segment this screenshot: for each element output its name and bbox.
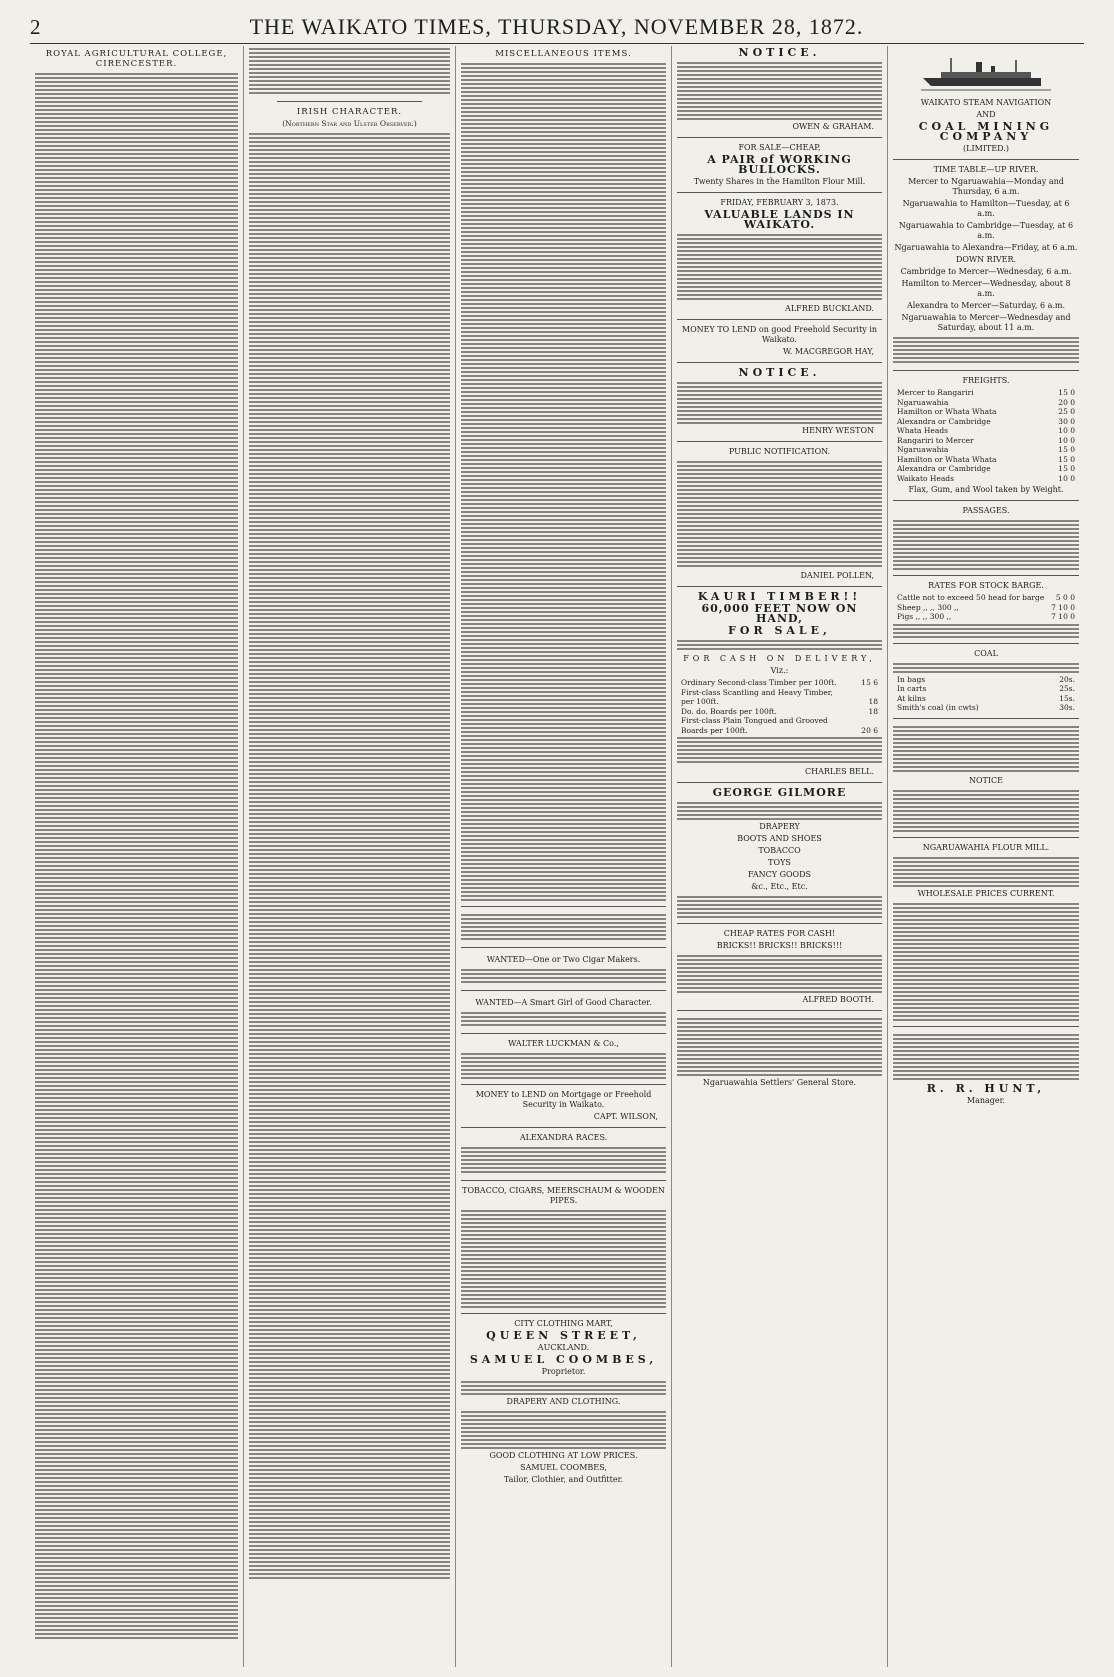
coal-row-label: In carts	[897, 684, 927, 693]
ad-hay: W. MACGREGOR HAY,	[783, 347, 874, 356]
stock-row-value: 7 10 0	[1051, 612, 1075, 621]
company-name: COAL MINING COMPANY	[918, 120, 1054, 143]
article-heading: ROYAL AGRICULTURAL COLLEGE, CIRENCESTER.	[45, 49, 228, 69]
ad-proprietor: Proprietor.	[541, 1367, 586, 1376]
rule	[893, 1026, 1079, 1027]
rule	[677, 923, 882, 924]
freight-row-label: Hamilton or Whata Whata	[897, 407, 997, 416]
timber-row-label: First-class Plain Tongued and Grooved	[681, 716, 828, 725]
rule	[677, 441, 882, 442]
goods-item: DRAPERY	[759, 822, 800, 831]
ad-notice: NOTICE.	[738, 46, 821, 59]
timber-row-value: 18	[868, 706, 878, 716]
rule	[461, 1084, 666, 1085]
ad-for-sale: FOR SALE,	[728, 624, 831, 637]
article-text	[35, 71, 238, 1641]
goods-item: FANCY GOODS	[748, 870, 811, 879]
company-and: AND	[976, 110, 996, 119]
rule	[461, 947, 666, 948]
rule	[461, 1180, 666, 1181]
column-1	[30, 46, 244, 1667]
column-2	[244, 46, 456, 1667]
ad-queen-street: QUEEN STREET,	[486, 1329, 641, 1342]
timetable-entry: Ngaruawahia to Hamilton—Tuesday, at 6 a.m.	[902, 199, 1070, 218]
wholesale-heading: WHOLESALE PRICES CURRENT.	[917, 888, 1055, 898]
stock-rates-heading: RATES FOR STOCK BARGE.	[928, 581, 1044, 590]
goods-item: &c., Etc., Etc.	[751, 882, 808, 891]
ad-bricks: BRICKS!! BRICKS!! BRICKS!!!	[716, 941, 843, 950]
rule	[677, 1010, 882, 1011]
ad-wanted-girl: WANTED—A Smart Girl of Good Character.	[461, 996, 666, 1028]
coal-row-value: 15s.	[1059, 693, 1075, 703]
ad-friday: FRIDAY, FEBRUARY 3, 1873.	[720, 198, 839, 207]
article-text	[249, 131, 450, 1581]
freight-row	[893, 445, 1079, 455]
steamer-illustration	[893, 54, 1079, 94]
timber-row-label: per 100ft.	[681, 697, 719, 706]
coal-row	[893, 675, 1079, 685]
timber-row-value: 15 6	[861, 678, 878, 687]
ad-cheap-rates: CHEAP RATES FOR CASH!	[723, 929, 836, 938]
coal-row-label: Smith's coal (in cwts)	[897, 703, 979, 712]
ad-notice-2: NOTICE.	[738, 366, 821, 379]
timber-row	[677, 707, 882, 717]
freight-row	[893, 474, 1079, 484]
timber-row	[677, 678, 882, 688]
coal-table	[893, 675, 1079, 713]
rule	[461, 1313, 666, 1314]
rule	[677, 362, 882, 363]
manager-title: Manager.	[966, 1095, 1006, 1105]
stock-row	[893, 612, 1079, 622]
timber-row-label: Ordinary Second-class Timber per 100ft.	[681, 678, 837, 687]
rule	[893, 370, 1079, 371]
masthead-title: THE WAIKATO TIMES, THURSDAY, NOVEMBER 28, 1872.	[249, 14, 864, 39]
rule	[677, 192, 882, 193]
ad-coombes-2: SAMUEL COOMBES,	[520, 1463, 607, 1472]
freight-row-value: 10 0	[1058, 435, 1075, 445]
notice-heading: NOTICE	[968, 775, 1003, 785]
freight-row-value: 15 0	[1058, 445, 1075, 454]
rule	[277, 101, 422, 102]
ad-viz: Viz.:	[770, 666, 789, 675]
goods-list	[677, 822, 882, 892]
timetable-entry: Ngaruawahia to Cambridge—Tuesday, at 6 a.m.	[898, 221, 1074, 240]
goods-item: TOBACCO	[758, 846, 801, 855]
article-source: (Northern Star and Ulster Observer.)	[282, 119, 417, 128]
coal-row	[893, 694, 1079, 704]
ad-races: ALEXANDRA RACES.	[519, 1133, 608, 1142]
freight-row	[893, 388, 1079, 398]
rule	[677, 586, 882, 587]
freight-row-label: Ngaruawahia	[897, 445, 949, 454]
ad-pollen: DANIEL POLLEN,	[800, 571, 874, 580]
goods-item: TOYS	[768, 858, 791, 867]
ad-auckland: AUCKLAND.	[537, 1343, 590, 1352]
stock-row-label: Sheep ,, ,, 300 ,,	[897, 602, 959, 612]
timetable-entry: Mercer to Ngaruawahia—Monday and Thursday, 6 a.m.	[908, 177, 1064, 196]
freight-table	[893, 388, 1079, 483]
ad-bell: CHARLES BELL.	[805, 767, 874, 776]
coal-row-value: 25s.	[1059, 684, 1075, 693]
ad-for-sale-cheap: FOR SALE—CHEAP,	[738, 143, 821, 152]
stock-rates-table	[893, 593, 1079, 622]
freight-row-value: 15 0	[1058, 388, 1075, 397]
timetable-down-heading: DOWN RIVER.	[955, 255, 1017, 264]
freight-row-label: Ngaruawahia	[897, 397, 949, 407]
timber-row	[677, 697, 882, 707]
freight-row-value: 10 0	[1058, 426, 1075, 435]
rule	[893, 718, 1079, 719]
ad-luckman: WALTER LUCKMAN & Co.,	[508, 1039, 619, 1048]
stock-row-label: Cattle not to exceed 50 head for barge	[897, 593, 1045, 602]
ad-weston: HENRY WESTON	[802, 426, 874, 435]
timber-row	[677, 726, 882, 736]
rule	[677, 319, 882, 320]
coal-heading: COAL	[974, 648, 998, 658]
freight-row-label: Alexandra or Cambridge	[897, 464, 991, 473]
ad-wilson-name: CAPT. WILSON,	[593, 1112, 658, 1121]
rule	[461, 1033, 666, 1034]
rule	[461, 906, 666, 907]
rule	[893, 500, 1079, 501]
coal-row-value: 30s.	[1059, 703, 1075, 712]
timetable-up-heading: TIME TABLE—UP RIVER.	[933, 165, 1039, 174]
freight-row-value: 15 0	[1058, 454, 1075, 464]
rule	[893, 643, 1079, 644]
company-limited: (LIMITED.)	[963, 144, 1009, 153]
ad-money-lend: MONEY to LEND on Mortgage or Freehold Security in Waikato.	[475, 1090, 652, 1109]
ad-kauri: KAURI TIMBER!!	[697, 590, 862, 603]
ad-booth: ALFRED BOOTH.	[802, 995, 874, 1004]
ad-general-store: Ngaruawahia Settlers' General Store.	[702, 1078, 857, 1087]
ad-gilmore: GEORGE GILMORE	[712, 786, 847, 799]
coal-row-label: At kilns	[897, 693, 926, 703]
timber-row	[677, 716, 882, 726]
freight-row-label: Waikato Heads	[897, 473, 954, 483]
timetable-entry: Ngaruawahia to Alexandra—Friday, at 6 a.m.	[894, 243, 1078, 252]
ad-owen: OWEN & GRAHAM.	[792, 122, 874, 131]
freight-row	[893, 407, 1079, 417]
timetable-entry: Ngaruawahia to Mercer—Wednesday and Saturday, about 11 a.m.	[901, 313, 1071, 332]
column-4	[672, 46, 888, 1667]
rule	[893, 159, 1079, 160]
ad-coombes: SAMUEL COOMBES,	[469, 1353, 658, 1366]
article-text	[249, 46, 450, 96]
masthead	[30, 10, 1084, 44]
timber-row-label: Boards per 100ft.	[681, 725, 748, 735]
timber-row-label: Do. do. Boards per 100ft.	[681, 706, 777, 716]
stock-row	[893, 603, 1079, 613]
freight-row-value: 20 0	[1058, 397, 1075, 407]
freight-row-label: Whata Heads	[897, 426, 948, 435]
timetable-entry: Alexandra to Mercer—Saturday, 6 a.m.	[906, 301, 1066, 310]
freight-row-label: Hamilton or Whata Whata	[897, 454, 997, 464]
coal-row	[893, 684, 1079, 694]
timetable-up	[893, 177, 1079, 253]
ad-text	[461, 912, 666, 942]
timber-price-list	[677, 678, 882, 735]
ad-cash-delivery: FOR CASH ON DELIVERY,	[683, 654, 876, 663]
ad-money-hay: MONEY TO LEND on good Freehold Security in Waikato.	[681, 325, 878, 344]
ad-tailor: Tailor, Clothier, and Outfitter.	[503, 1475, 624, 1484]
stock-row	[893, 593, 1079, 603]
timetable-down	[893, 267, 1079, 333]
rule	[677, 137, 882, 138]
freight-row	[893, 455, 1079, 465]
passages-heading: PASSAGES.	[962, 506, 1010, 515]
page-number: 2	[30, 15, 41, 39]
timber-row-label: First-class Scantling and Heavy Timber,	[681, 687, 833, 697]
freight-row	[893, 417, 1079, 427]
timber-row-value: 20 6	[861, 725, 878, 735]
goods-item: BOOTS AND SHOES	[737, 834, 822, 843]
ad-public-notification: PUBLIC NOTIFICATION.	[728, 447, 831, 456]
freight-row-value: 30 0	[1058, 416, 1075, 426]
timetable-entry: Hamilton to Mercer—Wednesday, about 8 a.m.	[901, 279, 1071, 298]
company-name-top: WAIKATO STEAM NAVIGATION	[920, 98, 1052, 107]
stock-row-label: Pigs ,, ,, 300 ,,	[897, 612, 952, 621]
column-5	[888, 46, 1084, 1667]
freight-row	[893, 436, 1079, 446]
timetable-entry: Cambridge to Mercer—Wednesday, 6 a.m.	[900, 267, 1072, 276]
ad-flour-shares: Twenty Shares in the Hamilton Flour Mill.	[693, 177, 866, 186]
article-heading: MISCELLANEOUS ITEMS.	[495, 49, 632, 59]
rule	[461, 1127, 666, 1128]
freight-row-value: 10 0	[1058, 473, 1075, 483]
manager-name: R. R. HUNT,	[926, 1081, 1046, 1095]
article-heading: IRISH CHARACTER.	[296, 107, 403, 117]
ad-buckland: ALFRED BUCKLAND.	[785, 304, 874, 313]
ad-valuable-lands: VALUABLE LANDS IN WAIKATO.	[704, 208, 855, 231]
freight-row	[893, 398, 1079, 408]
freight-row-label: Mercer to Rangariri	[897, 388, 974, 397]
ad-wanted-cigar: WANTED—One or Two Cigar Makers.	[461, 953, 666, 985]
freight-row	[893, 426, 1079, 436]
freight-row	[893, 464, 1079, 474]
rule	[461, 990, 666, 991]
flax-note: Flax, Gum, and Wool taken by Weight.	[908, 485, 1064, 494]
rule	[893, 837, 1079, 838]
freight-row-label: Rangariri to Mercer	[897, 435, 974, 445]
article-text	[461, 61, 666, 901]
columns	[30, 46, 1084, 1667]
freight-row-label: Alexandra or Cambridge	[897, 416, 991, 426]
coal-row-value: 20s.	[1059, 674, 1075, 684]
ad-tobacco: TOBACCO, CIGARS, MEERSCHAUM & WOODEN PIPES.	[462, 1186, 665, 1205]
ad-feet: 60,000 FEET NOW ON HAND,	[701, 602, 858, 625]
flour-mill-heading: NGARUAWAHIA FLOUR MILL.	[922, 842, 1050, 852]
column-3	[456, 46, 672, 1667]
stock-row-value: 5 0 0	[1055, 593, 1075, 602]
stock-row-value: 7 10 0	[1051, 602, 1075, 612]
freight-row-value: 15 0	[1058, 464, 1075, 473]
ad-low-prices: GOOD CLOTHING AT LOW PRICES.	[489, 1451, 638, 1460]
ad-clothing-mart: CITY CLOTHING MART,	[514, 1319, 613, 1328]
ad-drapery: DRAPERY AND CLOTHING.	[506, 1397, 621, 1406]
ad-bullocks: A PAIR of WORKING BULLOCKS.	[707, 153, 852, 176]
rule	[677, 782, 882, 783]
timber-row-value: 18	[868, 697, 878, 706]
timber-row	[677, 688, 882, 698]
freight-row-value: 25 0	[1058, 407, 1075, 416]
rule	[893, 575, 1079, 576]
coal-row-label: In bags	[897, 674, 926, 684]
coal-row	[893, 703, 1079, 713]
freights-heading: FREIGHTS.	[962, 376, 1010, 385]
